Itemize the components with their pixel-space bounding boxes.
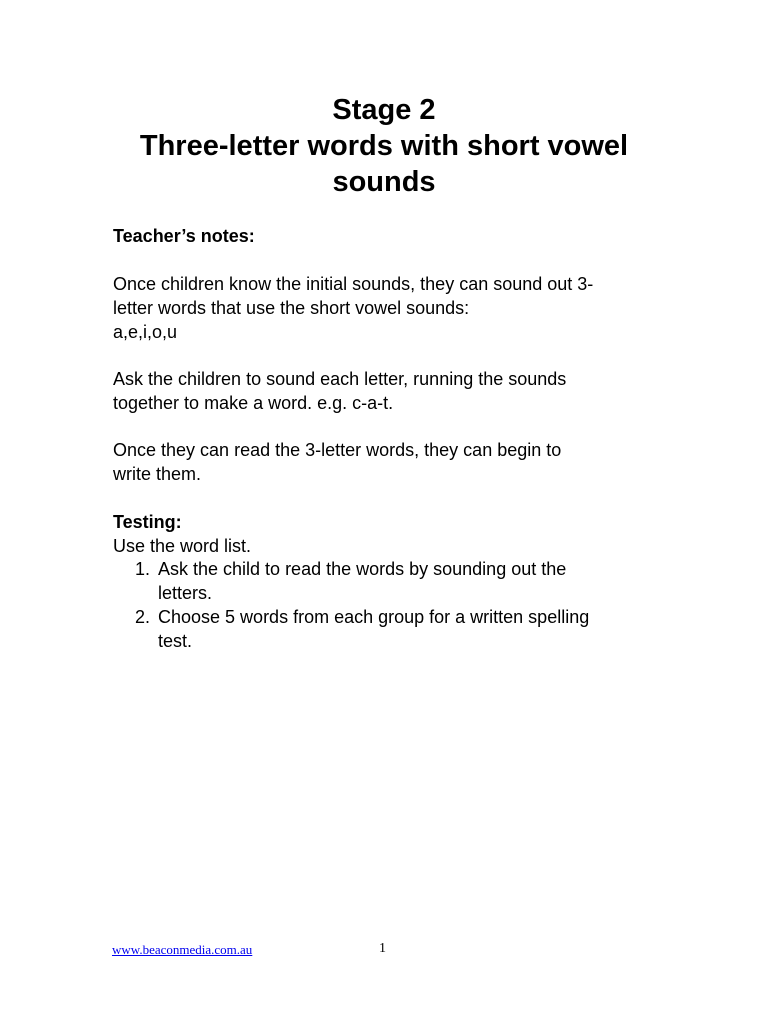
- list-item-number: 1.: [135, 559, 151, 579]
- paragraph-write-them: [113, 438, 673, 486]
- testing-heading: Testing:: [113, 512, 182, 532]
- list-item: [113, 605, 673, 653]
- testing-intro: Use the word list.: [113, 536, 252, 556]
- list-item-line: Choose 5 words from each group for a written spelling: [158, 607, 590, 627]
- list-item-line: letters.: [158, 583, 213, 603]
- footer-website-link[interactable]: www.beaconmedia.com.au: [112, 942, 253, 957]
- list-item-line: test.: [158, 631, 193, 651]
- paragraph-line: Once children know the initial sounds, they can sound out 3-: [113, 274, 594, 294]
- list-item: [113, 557, 673, 605]
- teachers-notes-heading: Teacher’s notes:: [113, 226, 255, 246]
- list-item-line: Ask the child to read the words by sounding out the: [158, 559, 567, 579]
- testing-list: [113, 557, 673, 653]
- title-line-1: Stage 2: [332, 94, 436, 126]
- paragraph-line: letter words that use the short vowel sounds:: [113, 298, 470, 318]
- title-line-2: Three-letter words with short vowel: [139, 130, 629, 162]
- list-item-number: 2.: [135, 607, 151, 627]
- paragraph-line: a,e,i,o,u: [113, 322, 178, 342]
- title-line-3: sounds: [332, 166, 436, 198]
- paragraph-line: write them.: [113, 464, 202, 484]
- paragraph-initial-sounds: [113, 272, 673, 344]
- paragraph-line: Once they can read the 3-letter words, they can begin to: [113, 440, 562, 460]
- paragraph-sound-each-letter: [113, 367, 673, 415]
- page-number: 1: [379, 941, 386, 956]
- paragraph-line: Ask the children to sound each letter, running the sounds: [113, 369, 567, 389]
- paragraph-line: together to make a word. e.g. c-a-t.: [113, 393, 394, 413]
